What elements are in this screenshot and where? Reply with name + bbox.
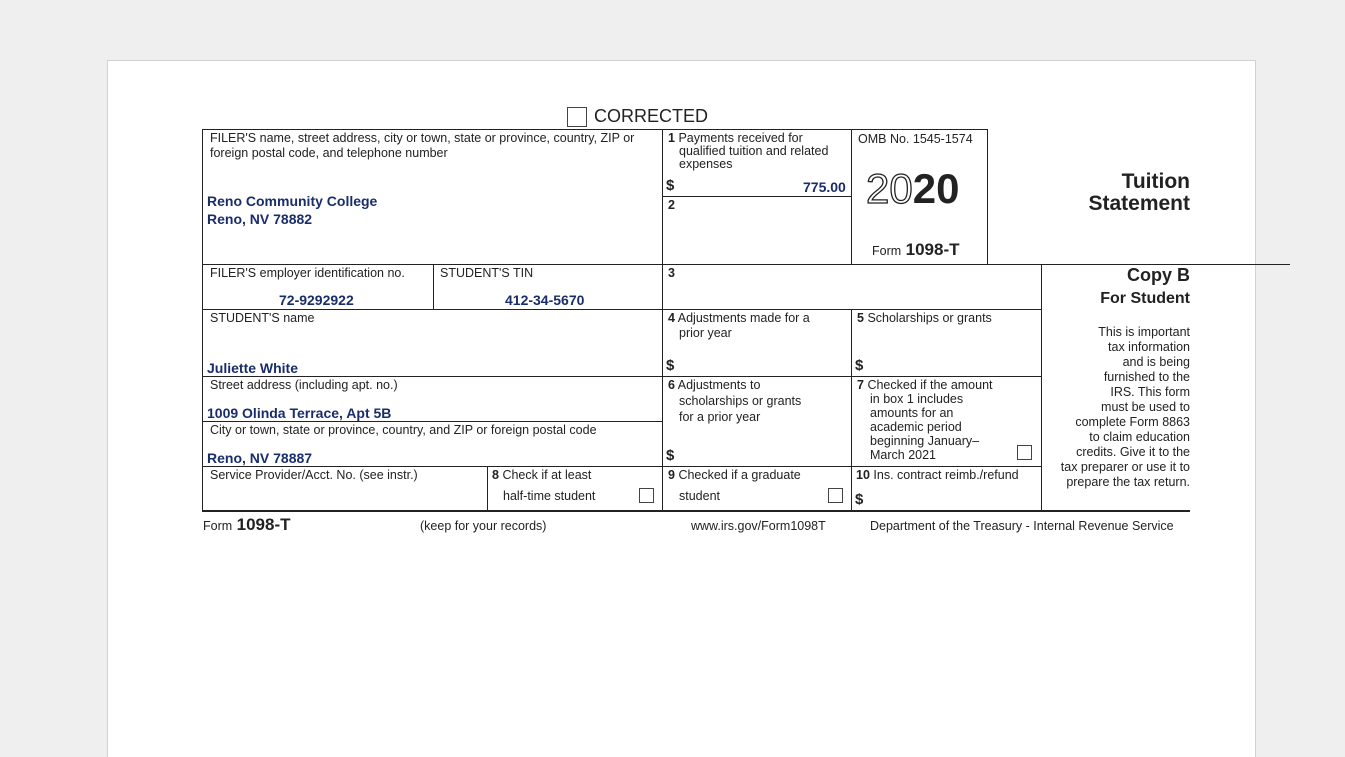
box9-label-2: student [679,489,721,503]
student-tin-value: 412-34-5670 [505,292,585,308]
box7-checkbox[interactable] [1017,445,1032,460]
box1-label: 1 Payments received for [668,131,803,145]
tax-year-bold: 20 [912,165,960,212]
copy-notice: This is important tax information and is being furnished to the IRS. This form must be used to complete Form 8863 to claim education credits. Give it to the tax preparer or use it to prepare the tax return. [1060,325,1190,489]
student-city: Reno, NV 78887 [207,450,313,466]
filer-label-2: foreign postal code, and telephone number [210,146,448,160]
box7-label-5: beginning January– [870,434,980,448]
copy-title: Copy B [1127,265,1190,285]
box2-label: 2 [668,198,675,212]
tax-year [866,167,959,211]
box7-label: 7 Checked if the amount [857,378,993,392]
omb-number: OMB No. 1545-1574 [858,132,973,146]
filer-address: Reno, NV 78882 [207,211,313,227]
student-city-label: City or town, state or province, country, and ZIP or foreign postal code [210,423,597,437]
box10-dollar: $ [855,491,864,508]
omb-form-id: Form 1098-T [872,240,960,259]
box4-label-2: prior year [679,326,732,340]
footer-dept: Department of the Treasury - Internal Revenue Service [870,519,1174,533]
box1-dollar: $ [666,177,675,194]
corrected-checkbox[interactable] [567,107,587,127]
filer-ein-label: FILER'S employer identification no. [210,266,405,280]
box3-label: 3 [668,266,675,280]
box9-checkbox[interactable] [828,488,843,503]
box1-amount[interactable]: 775.00 [803,179,846,195]
box6-dollar: $ [666,447,675,464]
box9-label: 9 Checked if a graduate [668,468,801,482]
copy-subtitle: For Student [1100,290,1190,307]
box4-dollar: $ [666,357,675,374]
footer-url[interactable]: www.irs.gov/Form1098T [691,519,826,533]
box7-label-6: March 2021 [870,448,937,462]
box8-label: 8 Check if at least [492,468,592,482]
box8-checkbox[interactable] [639,488,654,503]
student-name: Juliette White [207,360,299,376]
student-street-label: Street address (including apt. no.) [210,378,398,392]
service-provider-label: Service Provider/Acct. No. (see instr.) [210,468,418,482]
form-page [107,60,1256,757]
filer-name: Reno Community College [207,193,378,209]
box5-label: 5 Scholarships or grants [857,311,992,325]
student-street: 1009 Olinda Terrace, Apt 5B [207,405,392,421]
student-tin-label: STUDENT'S TIN [440,266,534,280]
box10-label: 10 Ins. contract reimb./refund [856,468,1019,482]
box7-label-2: in box 1 includes [870,392,964,406]
student-name-label: STUDENT'S name [210,311,315,325]
filer-label: FILER'S name, street address, city or town, state or province, country, ZIP or [210,131,635,145]
box6-label-2: scholarships or grants [679,394,802,408]
box7-label-3: amounts for an [870,406,954,420]
box4-label: 4 Adjustments made for a [668,311,810,325]
box5-dollar: $ [855,357,864,374]
corrected-label: CORRECTED [594,106,709,126]
box1-label-2: qualified tuition and related [679,144,829,158]
footer-form-id: Form 1098-T [203,515,291,534]
tax-year-outline: 20 [866,165,913,212]
box6-label: 6 Adjustments to [668,378,761,392]
form-title: Tuition Statement [1088,170,1190,215]
filer-ein-value: 72-9292922 [279,292,354,308]
box6-label-3: for a prior year [679,410,761,424]
box8-label-2: half-time student [503,489,596,503]
box1-label-3: expenses [679,157,733,171]
box7-label-4: academic period [870,420,962,434]
footer-keep: (keep for your records) [420,519,547,533]
